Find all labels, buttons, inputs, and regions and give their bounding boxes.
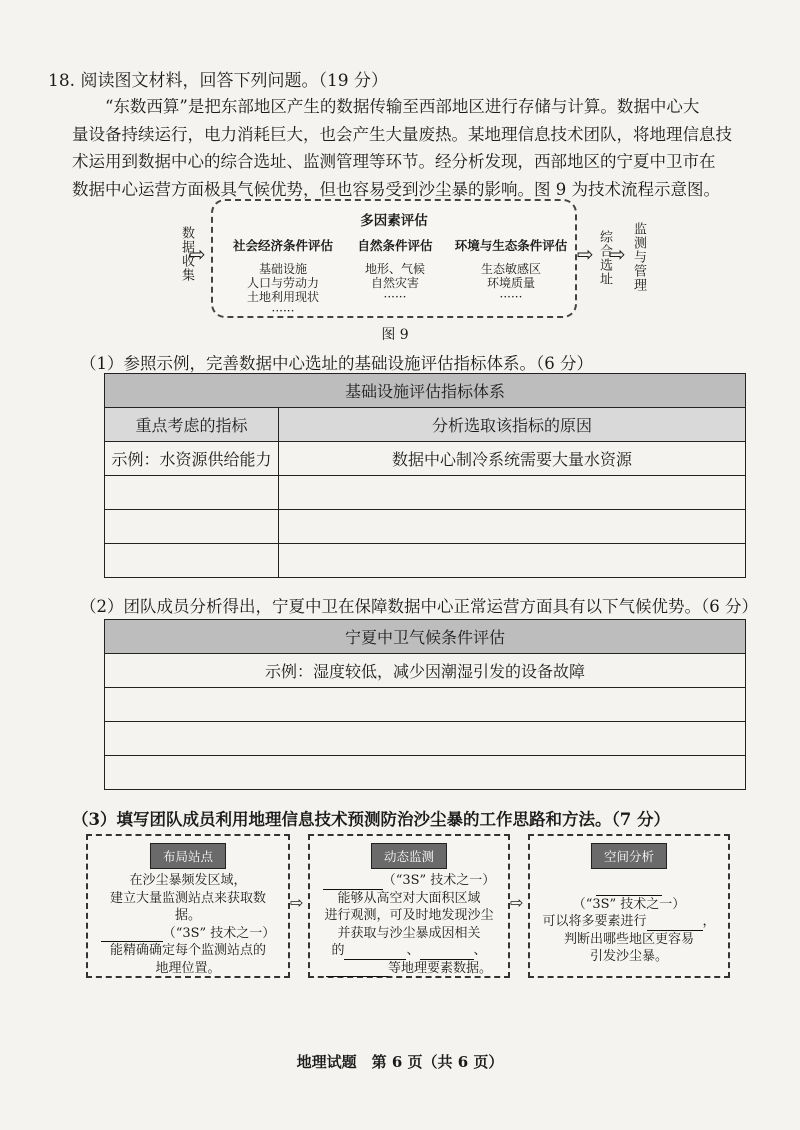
step-tag: 布局站点 bbox=[150, 843, 226, 869]
site-selection-label: 综合选址 bbox=[597, 230, 612, 286]
box-line: （“3S” 技术之一） bbox=[98, 925, 278, 943]
column-item: 土地利用现状 bbox=[246, 290, 319, 304]
monitoring-label: 监测与管理 bbox=[631, 222, 646, 292]
box-line: 并获取与沙尘暴成因相关 bbox=[337, 925, 481, 941]
arrow-icon: ⇨ bbox=[189, 242, 206, 266]
box-line: （“3S” 技术之一） bbox=[320, 872, 498, 890]
example-indicator: 示例：水资源供给能力 bbox=[105, 442, 279, 476]
answer-cell-reason[interactable] bbox=[279, 544, 746, 578]
answer-blank[interactable] bbox=[420, 947, 474, 960]
column-item: 地形、气候 bbox=[364, 262, 425, 276]
box-line: 在沙尘暴频发区域， bbox=[129, 873, 247, 888]
column-item: 环境质量 bbox=[486, 276, 535, 290]
answer-cell[interactable] bbox=[105, 722, 746, 756]
natural-column bbox=[345, 236, 445, 304]
example-reason: 数据中心制冷系统需要大量水资源 bbox=[279, 442, 746, 476]
answer-cell-reason[interactable] bbox=[279, 476, 746, 510]
socio-economic-column bbox=[223, 236, 343, 318]
column-header: 社会经济条件评估 bbox=[232, 238, 333, 253]
environment-column bbox=[449, 236, 573, 304]
answer-blank[interactable] bbox=[344, 947, 406, 960]
box-line: 判断出哪些地区更容易 bbox=[563, 931, 694, 947]
box-line: 能精确确定每个监测站点的 bbox=[109, 943, 266, 958]
step-tag: 动态监测 bbox=[371, 843, 447, 869]
material-line: 术运用到数据中心的综合选址、监测管理等环节。经分析发现，西部地区的宁夏中卫市在 bbox=[72, 152, 716, 171]
arrow-icon: ⇨ bbox=[290, 893, 304, 912]
answer-blank[interactable] bbox=[596, 883, 662, 896]
example-advantage: 示例：湿度较低，减少因潮湿引发的设备故障 bbox=[105, 654, 746, 688]
part1-prompt: （1）参照示例，完善数据中心选址的基础设施评估指标体系。（6 分） bbox=[80, 354, 593, 373]
answer-cell-reason[interactable] bbox=[279, 510, 746, 544]
column-more: ······ bbox=[271, 304, 295, 318]
arrow-icon: ⇨ bbox=[577, 242, 594, 266]
question-material bbox=[72, 93, 754, 203]
figure-caption: 图 9 bbox=[381, 327, 409, 343]
box-line: 建立大量监测站点来获取数据。 bbox=[109, 890, 266, 923]
column-item: 自然灾害 bbox=[370, 276, 419, 290]
column-more: ······ bbox=[383, 290, 407, 304]
box-line: 能够从高空对大面积区域 bbox=[337, 890, 481, 906]
material-line: “东数西算”是把东部地区产生的数据传输至西部地区进行存储与计算。数据中心大 bbox=[105, 97, 700, 116]
figure-9 bbox=[175, 196, 655, 346]
arrow-icon: ⇨ bbox=[510, 893, 524, 912]
spatial-analysis-box bbox=[528, 834, 730, 978]
multi-factor-box bbox=[211, 199, 577, 318]
answer-cell-indicator[interactable] bbox=[105, 476, 279, 510]
box-line: 引发沙尘暴。 bbox=[589, 949, 668, 964]
box-title: 多因素评估 bbox=[360, 213, 428, 229]
column-item: 基础设施 bbox=[258, 262, 307, 276]
answer-cell-indicator[interactable] bbox=[105, 544, 279, 578]
answer-blank[interactable] bbox=[323, 877, 383, 890]
box-line: 可以将多要素进行 ， bbox=[542, 914, 716, 929]
step-tag: 空间分析 bbox=[591, 843, 667, 869]
box-line: 进行观测，可及时地发现沙尘 bbox=[324, 908, 494, 923]
answer-cell-indicator[interactable] bbox=[105, 510, 279, 544]
box-line: 等地理要素数据。 bbox=[320, 960, 498, 978]
infrastructure-table bbox=[104, 373, 746, 578]
box-line: （“3S” 技术之一） bbox=[540, 878, 718, 913]
column-header: 自然条件评估 bbox=[357, 238, 433, 253]
answer-blank[interactable] bbox=[647, 918, 703, 931]
column-item: 生态敏感区 bbox=[480, 262, 541, 276]
question-title: 18. 阅读图文材料，回答下列问题。（19 分） bbox=[48, 71, 388, 91]
part3-prompt: （3）填写团队成员利用地理信息技术预测防治沙尘暴的工作思路和方法。（7 分） bbox=[72, 810, 670, 829]
climate-table bbox=[104, 619, 746, 790]
answer-cell[interactable] bbox=[105, 688, 746, 722]
part2-prompt: （2）团队成员分析得出，宁夏中卫在保障数据中心正常运营方面具有以下气候优势。（6 分） bbox=[80, 597, 758, 616]
box-line: 地理位置。 bbox=[155, 960, 221, 976]
answer-blank[interactable] bbox=[326, 964, 388, 977]
answer-cell[interactable] bbox=[105, 756, 746, 790]
col1-header: 重点考虑的指标 bbox=[105, 408, 279, 442]
answer-blank[interactable] bbox=[101, 929, 163, 942]
table-title: 宁夏中卫气候条件评估 bbox=[105, 620, 746, 654]
col2-header: 分析选取该指标的原因 bbox=[279, 408, 746, 442]
page-footer: 地理试题 第 6 页（共 6 页） bbox=[296, 1053, 504, 1071]
material-line: 量设备持续运行，电力消耗巨大，也会产生大量废热。某地理信息技术团队，将地理信息技 bbox=[72, 124, 732, 144]
table-title: 基础设施评估指标体系 bbox=[105, 374, 746, 408]
column-more: ······ bbox=[499, 290, 523, 304]
box-line: 的 、 、 bbox=[331, 943, 487, 958]
material-line: 数据中心运营方面极具气候优势，但也容易受到沙尘暴的影响。图 9 为技术流程示意图。 bbox=[72, 179, 720, 199]
dynamic-monitoring-box bbox=[308, 834, 510, 978]
column-item: 人口与劳动力 bbox=[246, 276, 319, 290]
column-header: 环境与生态条件评估 bbox=[454, 238, 568, 253]
layout-sites-box bbox=[86, 834, 290, 978]
arrow-icon: ⇨ bbox=[609, 242, 626, 266]
data-collection-label: 数据收集 bbox=[179, 226, 194, 282]
